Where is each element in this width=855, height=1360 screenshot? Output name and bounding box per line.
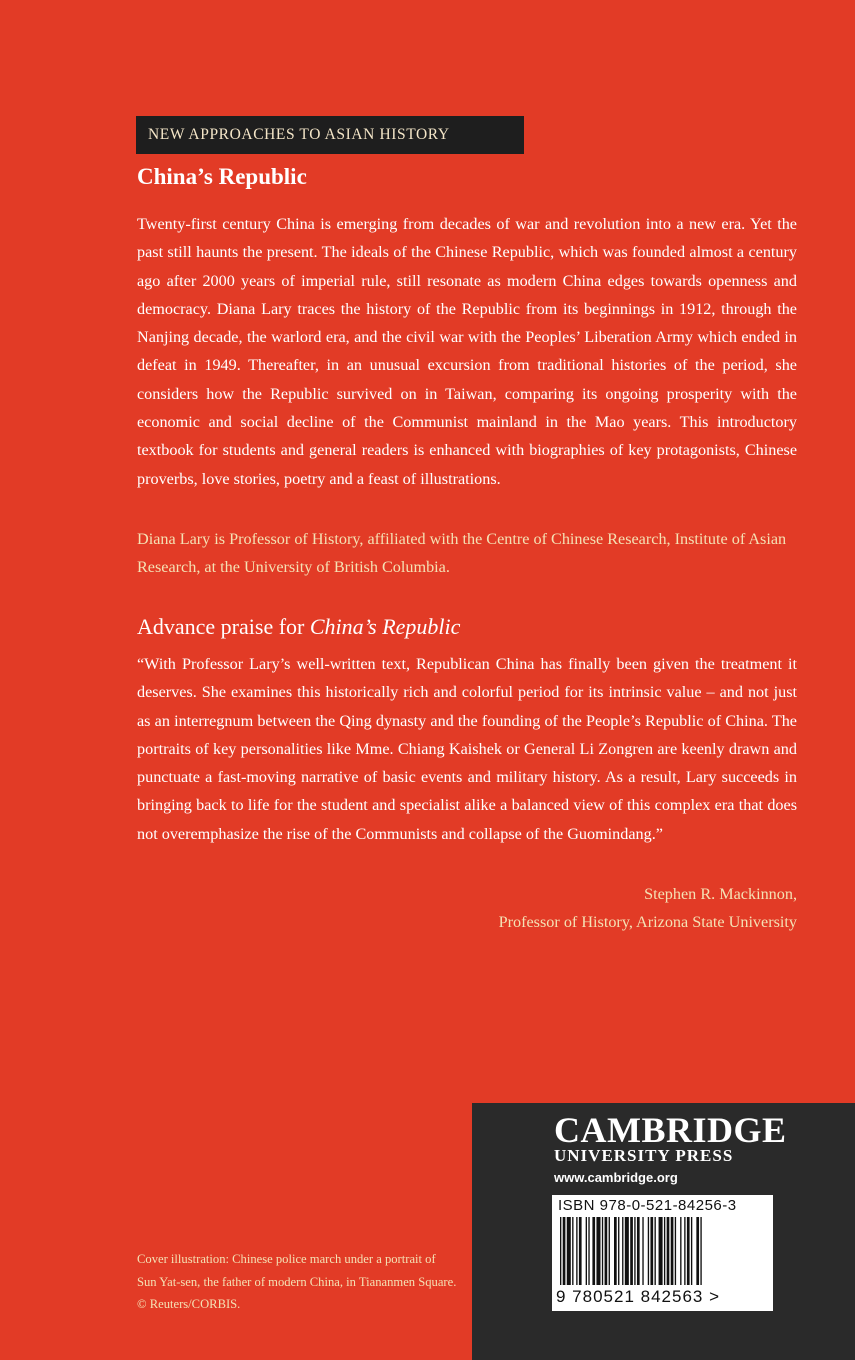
barcode-bar <box>659 1217 663 1285</box>
barcode-bar <box>614 1217 617 1285</box>
barcode-bar <box>572 1217 573 1285</box>
barcode-icon <box>558 1217 768 1287</box>
barcode-bar <box>687 1217 690 1285</box>
barcode-bar <box>634 1217 635 1285</box>
book-title: China’s Republic <box>137 164 307 189</box>
barcode-bar <box>648 1217 649 1285</box>
barcode-bar <box>675 1217 676 1285</box>
barcode-bar <box>602 1217 603 1285</box>
author-bio: Diana Lary is Professor of History, affiliated with the Centre of Chinese Research, Institute of Asian Research, at the University of British Columbia. <box>137 530 787 577</box>
barcode-bar <box>655 1217 656 1285</box>
barcode-bar <box>667 1217 670 1285</box>
barcode-bar <box>671 1217 674 1285</box>
barcode-bar <box>637 1217 640 1285</box>
attribution-role: Professor of History, Arizona State University <box>498 913 797 932</box>
praise-heading-title: China’s Republic <box>309 614 461 639</box>
barcode-bar <box>560 1217 561 1285</box>
barcode-bar <box>642 1217 643 1285</box>
barcode-bar <box>618 1217 619 1285</box>
barcode-box <box>552 1195 773 1311</box>
isbn-label: ISBN 978-0-521-84256-3 <box>558 1197 737 1214</box>
barcode-bar <box>691 1217 692 1285</box>
barcode-bar <box>588 1217 589 1285</box>
barcode-bar <box>664 1217 665 1285</box>
barcode-bar <box>625 1217 629 1285</box>
barcode-bar <box>622 1217 623 1285</box>
barcode-bar <box>586 1217 587 1285</box>
barcode-bar <box>680 1217 681 1285</box>
series-banner: NEW APPROACHES TO ASIAN HISTORY <box>136 116 524 154</box>
barcode-bar <box>579 1217 582 1285</box>
barcode-bar <box>563 1217 566 1285</box>
barcode-bar <box>596 1217 600 1285</box>
barcode-bar <box>609 1217 610 1285</box>
barcode-bar <box>592 1217 595 1285</box>
attribution-name: Stephen R. Mackinnon, <box>644 885 797 903</box>
barcode-bar <box>700 1217 701 1285</box>
barcode-digits: 9 780521 842563 > <box>556 1287 721 1306</box>
publisher-block <box>472 1103 855 1360</box>
barcode-bar <box>630 1217 633 1285</box>
book-description: Twenty-first century China is emerging from decades of war and revolution into a new era. Yet the past still haunts the present. The ideals of the Chinese Republic, which was founded almost a century ago after 2000 years of imperial rule, still resonate as modern China edges towards openness and democracy. Diana Lary traces the history of the Republic from its beginnings in 1912, through the Nanjing decade, the warlord era, and the civil war with the Peoples’ Liberation Army which ended in defeat in 1949. Thereafter, in an unusual excursion from traditional histories of the period, she considers how the Republic survived on in Taiwan, comparing its ongoing prosperity with the economic and social decline of the Communist mainland in the Mao years. This introductory textbook for students and general readers is enhanced with biographies of key protagonists, Chinese proverbs, love stories, poetry and a feast of illustrations. <box>137 215 797 488</box>
publisher-url: www.cambridge.org <box>554 1170 678 1185</box>
barcode-bar <box>696 1217 699 1285</box>
praise-quote: “With Professor Lary’s well-written text, Republican China has finally been given the treatment it deserves. She examines this historically rich and colorful period for its intrinsic value – and not just as an interregnum between the Qing dynasty and the founding of the People’s Republic of China. The portraits of key personalities like Mme. Chiang Kaishek or General Li Zongren are keenly drawn and punctuate a fast-moving narrative of basic events and military history. As a result, Lary succeeds in bringing back to life for the student and specialist alike a balanced view of this complex era that does not overemphasize the rise of the Communists and collapse of the Guomindang.” <box>137 655 797 843</box>
praise-heading-prefix: Advance praise for <box>137 614 310 639</box>
cover-caption: Cover illustration: Chinese police march under a portrait of Sun Yat-sen, the father of modern China, in Tiananmen Square. © Reuters/CORBIS. <box>137 1252 457 1311</box>
barcode-bar <box>684 1217 685 1285</box>
barcode-bar <box>567 1217 571 1285</box>
barcode-bar <box>576 1217 577 1285</box>
publisher-logo-name: CAMBRIDGE <box>554 1110 787 1150</box>
barcode-bar <box>650 1217 653 1285</box>
publisher-subname: UNIVERSITY PRESS <box>554 1146 734 1165</box>
praise-heading <box>137 614 460 640</box>
praise-attribution <box>499 880 797 937</box>
barcode-bar <box>605 1217 608 1285</box>
